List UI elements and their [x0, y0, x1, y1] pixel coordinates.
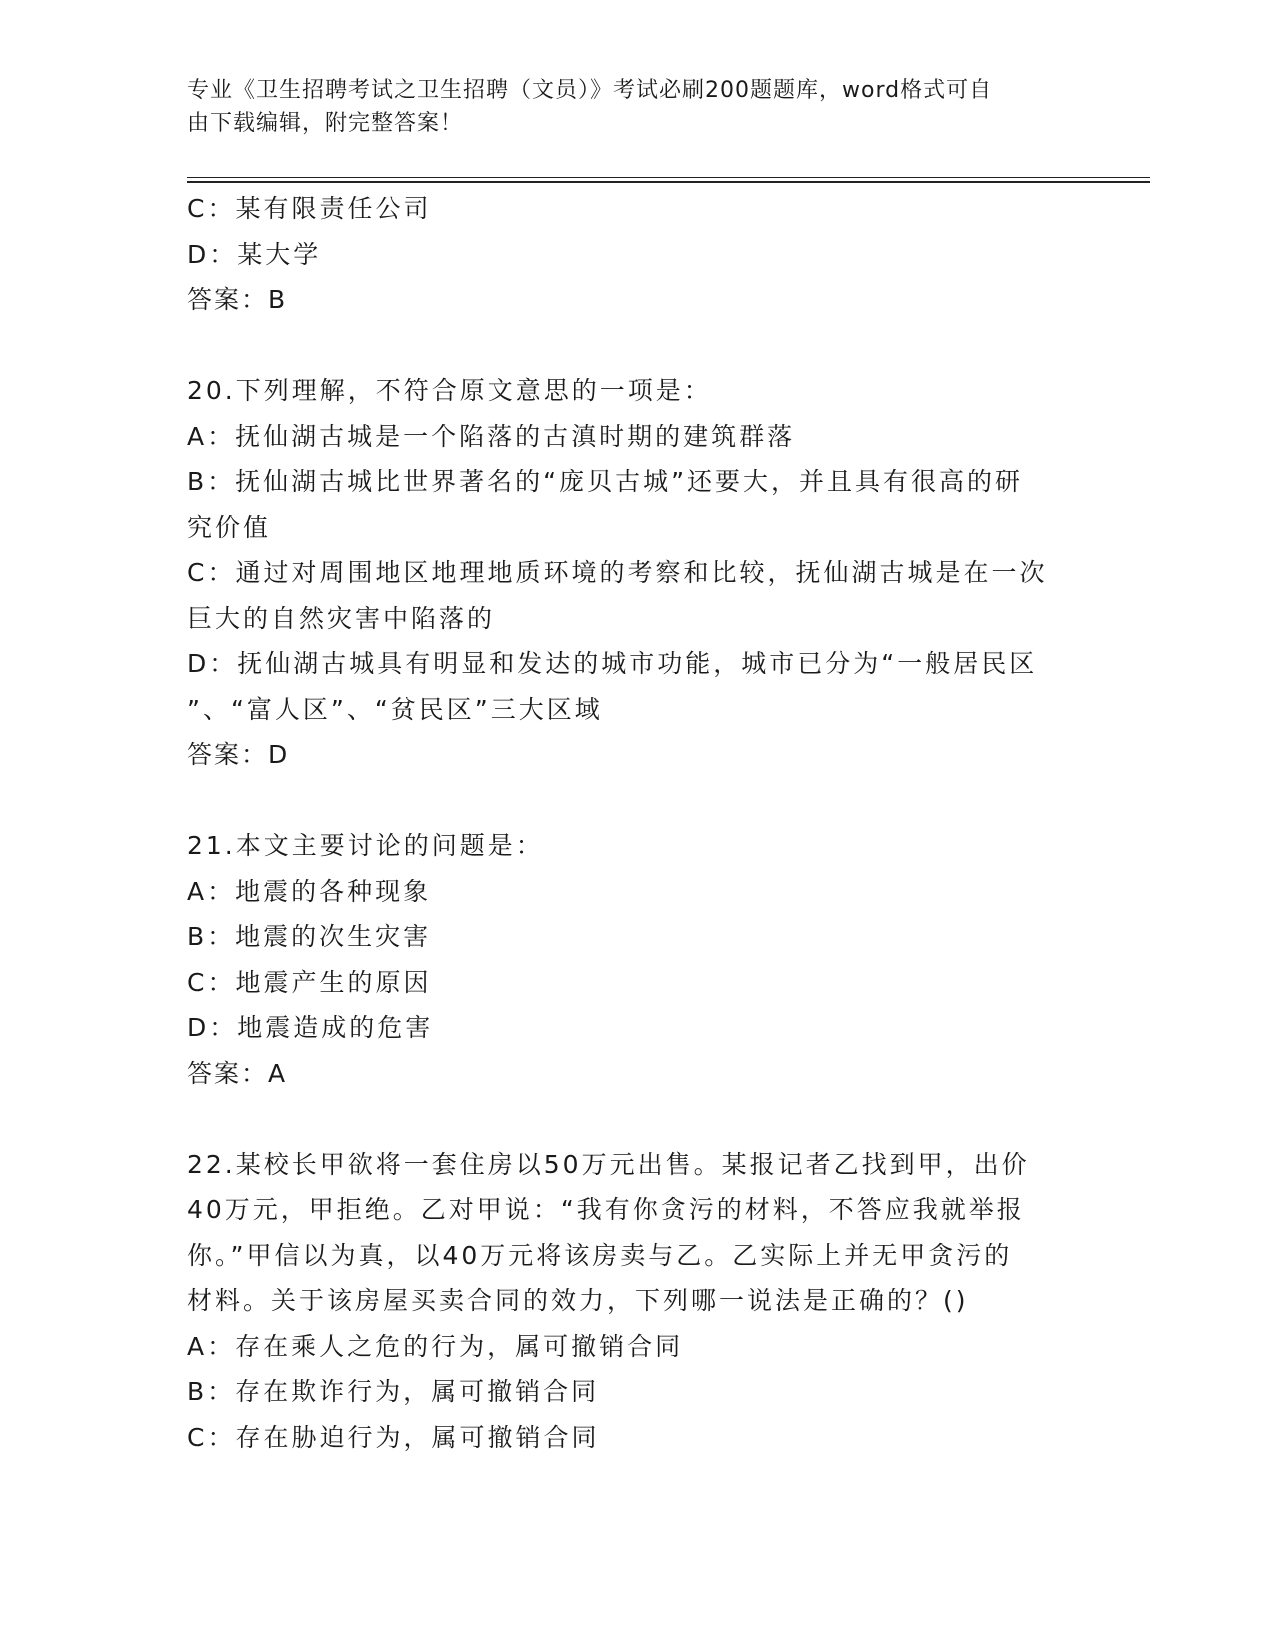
- question-content: [187, 186, 1087, 1460]
- prev-answer: 答案：B: [187, 285, 288, 314]
- q21-option-a: A：地震的各种现象: [187, 876, 432, 906]
- header-divider-top: [187, 177, 1150, 178]
- document-header: [187, 74, 1077, 140]
- q20-option-a: A：抚仙湖古城是一个陷落的古滇时期的建筑群落: [187, 421, 796, 451]
- header-divider-bottom: [187, 181, 1150, 183]
- q22-stem-line4: 材料。关于该房屋买卖合同的效力，下列哪一说法是正确的？(): [187, 1286, 969, 1315]
- prev-option-d: D：某大学: [187, 239, 322, 269]
- q21-stem: 21.本文主要讨论的问题是：: [187, 831, 544, 860]
- header-line-1: 专业《卫生招聘考试之卫生招聘（文员）》考试必刷200题题库，word格式可自: [187, 78, 993, 103]
- q21-option-b: B：地震的次生灾害: [187, 922, 432, 951]
- q22-stem-line1: 22.某校长甲欲将一套住房以50万元出售。某报记者乙找到甲，出价: [187, 1149, 1030, 1179]
- q21-option-c: C：地震产生的原因: [187, 967, 432, 997]
- q22-option-a: A：存在乘人之危的行为，属可撤销合同: [187, 1331, 684, 1361]
- q22-option-c: C：存在胁迫行为，属可撤销合同: [187, 1422, 600, 1452]
- prev-option-c: C：某有限责任公司: [187, 194, 432, 223]
- q22-stem-line3: 你。”甲信以为真，以40万元将该房卖与乙。乙实际上并无甲贪污的: [187, 1240, 1013, 1270]
- q20-option-c-line2: 巨大的自然灾害中陷落的: [187, 603, 496, 633]
- q22-stem-line2: 40万元，甲拒绝。乙对甲说：“我有你贪污的材料，不答应我就举报: [187, 1195, 1025, 1224]
- q20-stem: 20.下列理解，不符合原文意思的一项是：: [187, 376, 712, 405]
- q20-option-b-line2: 究价值: [187, 512, 272, 542]
- q22-option-b: B：存在欺诈行为，属可撤销合同: [187, 1377, 600, 1406]
- q20-option-c-line1: C：通过对周围地区地理地质环境的考察和比较，抚仙湖古城是在一次: [187, 558, 1048, 587]
- q20-option-b-line1: B：抚仙湖古城比世界著名的“庞贝古城”还要大，并且具有很高的研: [187, 467, 1024, 496]
- q20-answer: 答案：D: [187, 740, 290, 769]
- q20-option-d-line1: D：抚仙湖古城具有明显和发达的城市功能，城市已分为“一般居民区: [187, 649, 1038, 678]
- q21-answer: 答案：A: [187, 1058, 288, 1088]
- q20-option-d-line2: ”、“富人区”、“贫民区”三大区域: [187, 694, 603, 724]
- header-line-2: 由下载编辑，附完整答案！: [187, 111, 464, 136]
- q21-option-d: D：地震造成的危害: [187, 1013, 434, 1042]
